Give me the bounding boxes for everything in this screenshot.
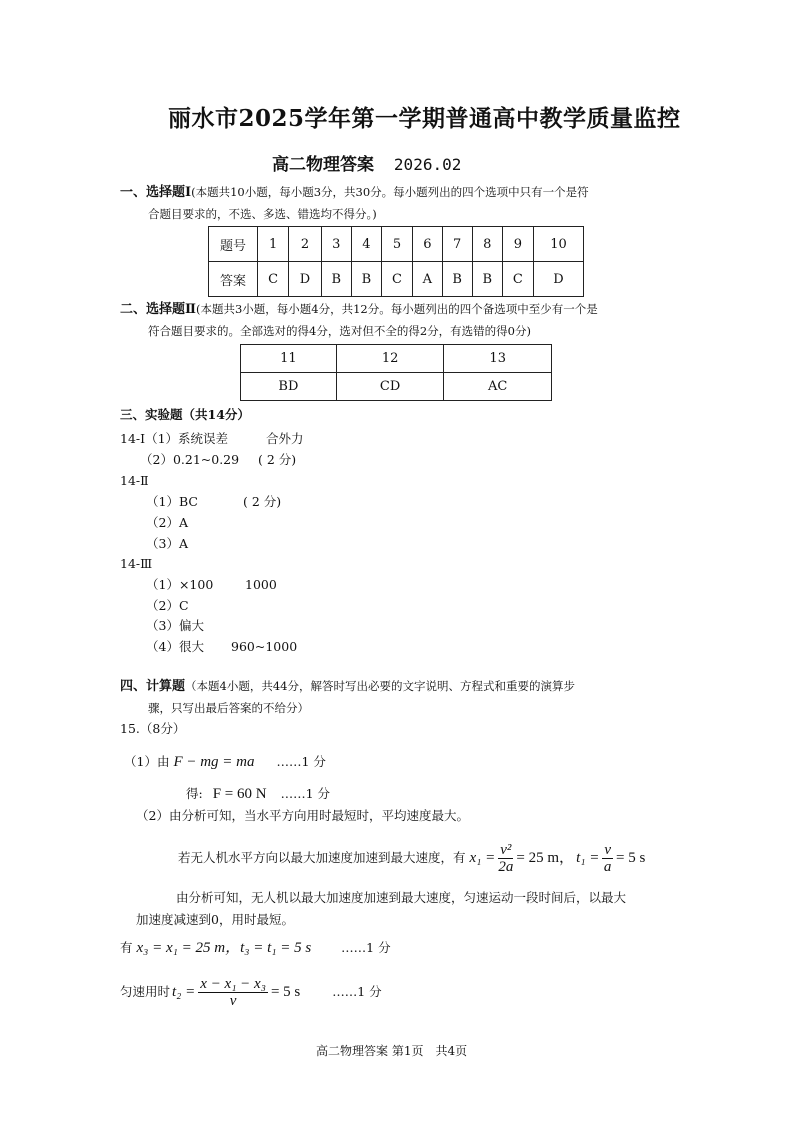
table2-answer: BD xyxy=(241,373,337,401)
table1-number: 7 xyxy=(442,227,472,262)
section3-item-extra: ( 2 分) xyxy=(258,452,297,467)
page-footer: 高二物理答案 第1页 共4页 xyxy=(316,1044,468,1058)
section4-note-1: （本题4小题，共44分，解答时写出必要的文字说明、方程式和重要的演算步 xyxy=(185,679,575,693)
table1-label-number: 题号 xyxy=(209,227,258,262)
table1-answer: B xyxy=(321,262,351,297)
q15-x1-rhs: = 25 m， xyxy=(516,850,575,866)
q15-analysis-2: 加速度减速到0，用时最短。 xyxy=(136,912,294,927)
section1-heading: 一、选择题Ⅰ xyxy=(120,185,192,200)
section1-answer-table xyxy=(208,226,584,297)
section3-item: 14-Ⅰ（1）系统误差 xyxy=(120,431,229,446)
q15-t2-line xyxy=(120,972,382,1012)
table2-number: 12 xyxy=(336,345,444,373)
q15-t2-numerator: x − x₁ − x₃ xyxy=(200,975,266,992)
q15-t2-denominator: v xyxy=(229,992,237,1009)
q15-x1-fraction xyxy=(498,842,513,875)
table1-number: 1 xyxy=(258,227,289,262)
table1-answer: B xyxy=(472,262,502,297)
q15-part1 xyxy=(124,754,326,770)
table1-answer: D xyxy=(289,262,322,297)
section4-heading-line xyxy=(120,678,575,695)
section2-answer-table xyxy=(240,344,552,401)
section1-note-1: (本题共10小题，每小题3分，共30分。每小题列出的四个选项中只有一个是符 xyxy=(191,185,589,199)
table1-number: 3 xyxy=(321,227,351,262)
section3-heading: 三、实验题（共14分） xyxy=(120,407,250,422)
q15-part1-result-prefix: 得: xyxy=(186,786,203,801)
q15-x3-line xyxy=(120,940,391,956)
subtitle-text: 高二物理答案 xyxy=(272,155,374,175)
q15-t1-fraction xyxy=(602,842,613,875)
section3-item: （4）很大 xyxy=(146,639,204,654)
table2-answer: AC xyxy=(444,373,552,401)
q15-t2-prefix: 匀速用时 xyxy=(120,984,171,999)
exam-date: 2026.02 xyxy=(393,155,462,174)
q15-t2-score: ……1 分 xyxy=(332,984,382,999)
section1-note-2: 合题目要求的，不选、多选、错选均不得分。) xyxy=(148,207,377,221)
table1-number: 8 xyxy=(472,227,502,262)
question-15-label: 15.（8分） xyxy=(120,721,186,736)
q15-x3-score: ……1 分 xyxy=(341,940,391,955)
table2-number: 13 xyxy=(444,345,552,373)
table1-answer: C xyxy=(381,262,412,297)
section3-item-extra: 1000 xyxy=(245,577,277,592)
section3-item: （1）BC xyxy=(146,494,198,509)
q15-t1-numerator: v xyxy=(604,841,611,858)
section3-item: 14-Ⅱ xyxy=(120,473,149,488)
table1-label-answer: 答案 xyxy=(209,262,258,297)
q15-accel-text: 若无人机水平方向以最大加速度加速到最大速度，有 xyxy=(178,850,466,865)
section4-note-2: 骤，只写出最后答案的不给分） xyxy=(148,701,309,715)
section3-item: （1）×100 xyxy=(146,577,214,592)
section3-item-extra: 合外力 xyxy=(266,431,304,446)
table1-number: 4 xyxy=(351,227,381,262)
section3-item: （2）0.21~0.29 xyxy=(140,452,240,467)
table2-number: 11 xyxy=(241,345,337,373)
table1-answer: D xyxy=(533,262,583,297)
q15-accel-line xyxy=(178,838,645,878)
section2-note-2: 符合题目要求的。全部选对的得4分，选对但不全的得2分，有选错的得0分) xyxy=(148,324,531,338)
section4-heading: 四、计算题 xyxy=(120,679,186,694)
q15-t2-fraction xyxy=(198,976,268,1009)
table1-answer: C xyxy=(502,262,533,297)
section2-heading-line xyxy=(120,301,598,318)
section2-heading: 二、选择题Ⅱ xyxy=(120,302,196,317)
section3-item-extra: 960~1000 xyxy=(231,639,298,654)
q15-part1-result-score: ……1 分 xyxy=(280,786,331,801)
page-title: 丽水市2025学年第一学期普通高中教学质量监控 xyxy=(168,105,681,132)
table1-number: 2 xyxy=(289,227,322,262)
table1-number: 9 xyxy=(502,227,533,262)
q15-part1-score: ……1 分 xyxy=(276,754,326,769)
table1-number: 5 xyxy=(381,227,412,262)
table1-number: 10 xyxy=(533,227,583,262)
table1-answer: B xyxy=(351,262,381,297)
section3-item: （2）A xyxy=(146,515,188,530)
q15-part1-prefix: （1）由 xyxy=(124,754,170,769)
table1-answer: A xyxy=(413,262,443,297)
section3-item: 14-Ⅲ xyxy=(120,556,153,571)
q15-part1-equation: F − mg = ma xyxy=(173,754,255,770)
q15-analysis-1: 由分析可知，无人机以最大加速度加速到最大速度，匀速运动一段时间后，以最大 xyxy=(176,890,627,905)
q15-part1-result-equation: F = 60 N xyxy=(212,786,267,802)
section3-item: （3）偏大 xyxy=(146,618,204,633)
q15-part2-intro: （2）由分析可知，当水平方向用时最短时，平均速度最大。 xyxy=(136,808,469,823)
q15-x3-prefix: 有 xyxy=(120,940,133,955)
section3-item: （2）C xyxy=(146,598,189,613)
q15-x1-lhs: x₁ = xyxy=(469,850,496,866)
q15-t2-rhs: = 5 s xyxy=(270,984,301,1000)
q15-t2-lhs: t₂ = xyxy=(172,984,196,1000)
section2-note-1: (本题共3小题，每小题4分，共12分。每小题列出的四个备选项中至少有一个是 xyxy=(195,302,598,316)
table1-number: 6 xyxy=(413,227,443,262)
q15-x1-numerator: v² xyxy=(500,841,512,858)
page-subtitle xyxy=(272,150,461,175)
section3-item: （3）A xyxy=(146,536,188,551)
q15-part1-result xyxy=(186,786,330,802)
section1-heading-line xyxy=(120,184,589,201)
q15-t1-rhs: = 5 s xyxy=(616,850,646,866)
q15-t1-denominator: a xyxy=(603,858,612,875)
section3-item-extra: ( 2 分) xyxy=(243,494,282,509)
table1-answer: C xyxy=(258,262,289,297)
table1-answer: B xyxy=(442,262,472,297)
q15-x3-equation: x₃ = x₁ = 25 m，t₃ = t₁ = 5 s xyxy=(136,940,312,956)
q15-t1-lhs: t₁ = xyxy=(576,850,600,866)
q15-x1-denominator: 2a xyxy=(498,858,514,875)
table2-answer: CD xyxy=(336,373,444,401)
